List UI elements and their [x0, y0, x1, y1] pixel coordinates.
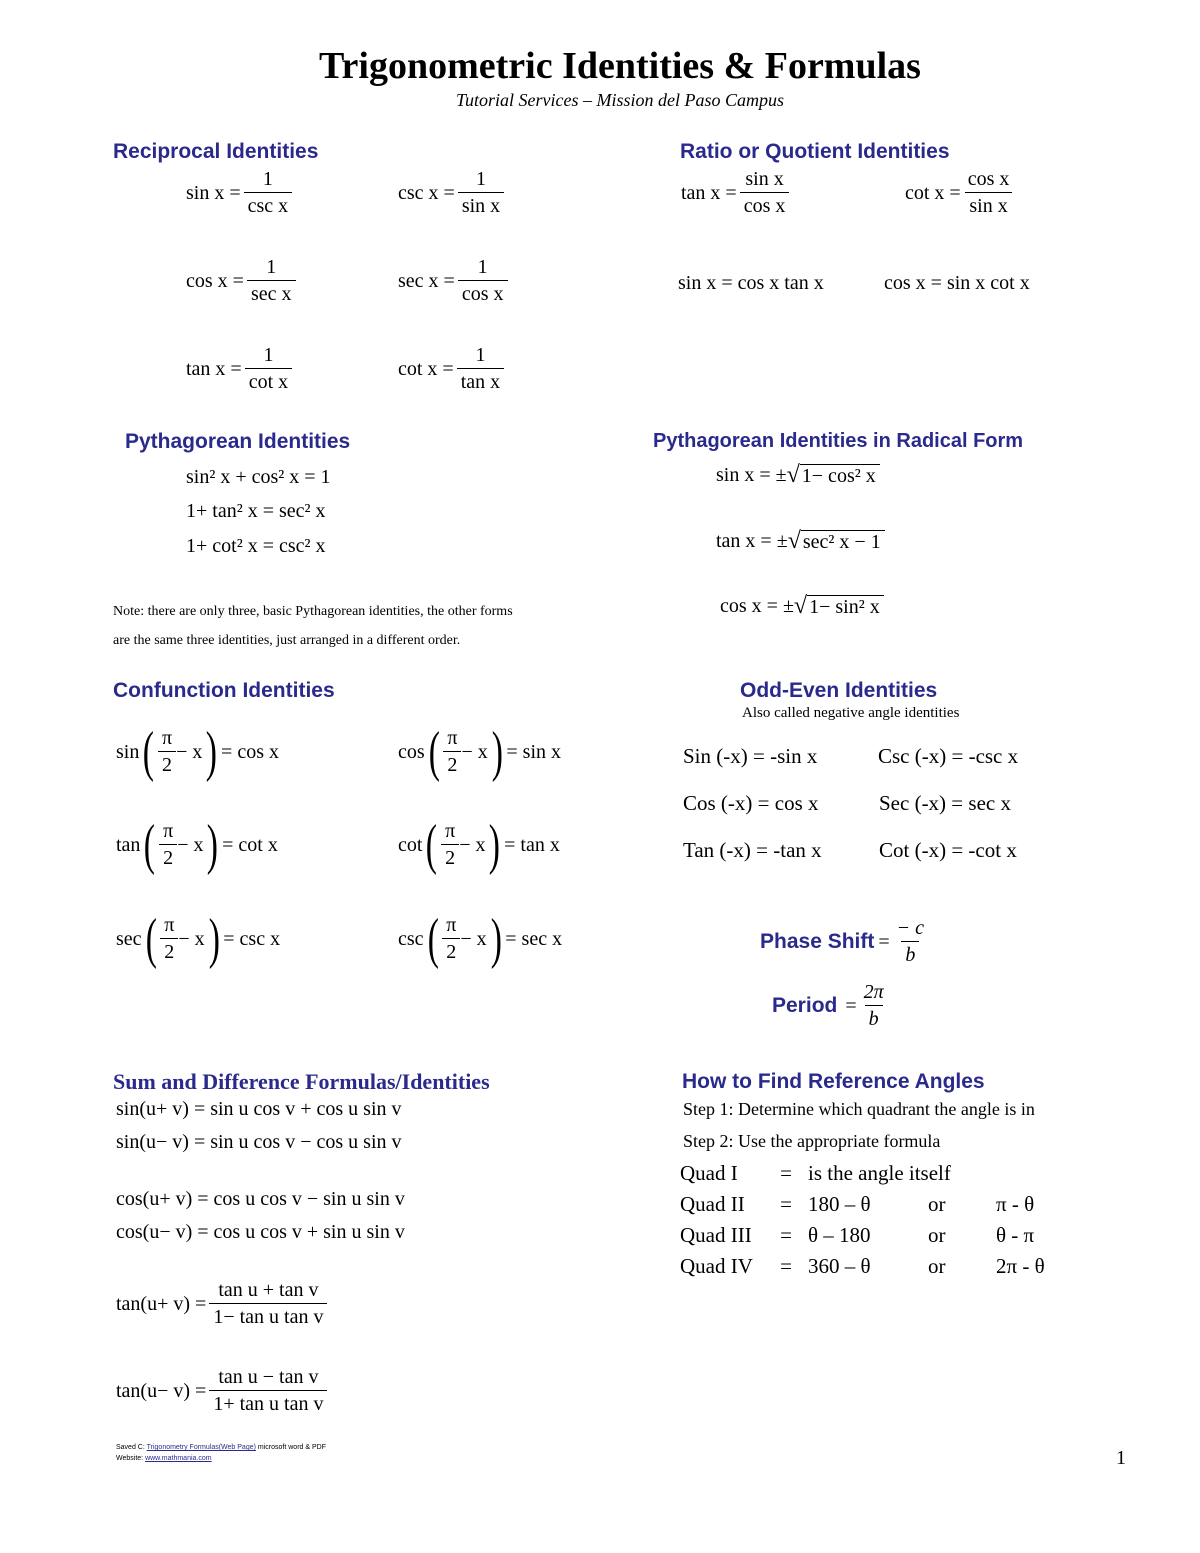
radical-cos: cos x = ± √ 1− sin² x [720, 593, 884, 620]
ratio-line-1: sin x = cos x tan x [678, 272, 824, 294]
pythagorean-note: Note: there are only three, basic Pythagorean identities, the other forms are the same three identities, just arranged in a different order. [113, 604, 513, 648]
oddeven-csc: Csc (-x) = -csc x [878, 744, 1019, 768]
footer-website: Website: www.mathmania.com [116, 1455, 212, 1462]
reciprocal-cos: cos x = $\frac{1}{\text{sec x}}$ [186, 256, 299, 306]
ratio-tan: tan x = $\frac{\text{sin x}}{\text{cos x}}$ [681, 168, 792, 218]
cofunction-heading: Confunction Identities [113, 679, 335, 702]
reciprocal-sin: sin x = $\frac{1}{\text{csc x}}$ [186, 168, 295, 218]
ratio-cot: cot x = $\frac{\text{cos x}}{\text{sin x}}$ [905, 168, 1016, 218]
sumdiff-sin-plus: sin(u+ v) = sin u cos v + cos u sin v [116, 1098, 402, 1120]
reference-table [680, 1158, 1055, 1282]
sumdiff-heading: Sum and Difference Formulas/Identities [113, 1069, 490, 1094]
radical-heading: Pythagorean Identities in Radical Form [653, 430, 1024, 452]
oddeven-cot: Cot (-x) = -cot x [879, 838, 1017, 862]
reference-step-1: Step 1: Determine which quadrant the angle is in [683, 1099, 1035, 1119]
reference-heading: How to Find Reference Angles [682, 1070, 985, 1093]
reciprocal-tan: tan x = $\frac{1}{\text{cot x}}$ [186, 344, 295, 394]
cofunction-sin: sin ( $\frac{\pi}{2}$ − x ) = cos x [116, 721, 279, 783]
footer-saved: Saved C: Trigonometry Formulas(Web Page) microsoft word & PDF [116, 1444, 326, 1451]
oddeven-tan: Tan (-x) = -tan x [683, 838, 822, 862]
cofunction-sec: sec ( $\frac{\pi}{2}$ − x ) = csc x [116, 908, 281, 970]
oddeven-sec: Sec (-x) = sec x [879, 791, 1011, 815]
oddeven-heading: Odd-Even Identities [740, 679, 938, 702]
reciprocal-csc: csc x = $\frac{1}{\text{sin x}}$ [398, 168, 507, 218]
sumdiff-cos-minus: cos(u− v) = cos u cos v + sin u sin v [116, 1221, 405, 1243]
ratio-line-2: cos x = sin x cot x [884, 272, 1030, 294]
sumdiff-tan-minus: tan(u− v) = $\frac{\text{tan u − tan v}}{\text{1+ tan u tan v}}$ [116, 1366, 330, 1416]
cofunction-tan: tan ( $\frac{\pi}{2}$ − x ) = cot x [116, 814, 278, 876]
cofunction-csc: csc ( $\frac{\pi}{2}$ − x ) = sec x [398, 908, 563, 970]
oddeven-subheading: Also called negative angle identities [742, 705, 960, 721]
reciprocal-sec: sec x = $\frac{1}{\text{cos x}}$ [398, 256, 511, 306]
oddeven-sin: Sin (-x) = -sin x [683, 744, 818, 768]
sumdiff-cos-plus: cos(u+ v) = cos u cos v − sin u sin v [116, 1188, 405, 1210]
sumdiff-tan-plus: tan(u+ v) = $\frac{\text{tan u + tan v}}{\text{1− tan u tan v}}$ [116, 1279, 330, 1329]
reference-step-2: Step 2: Use the appropriate formula [683, 1131, 941, 1151]
period: Period = $\frac{2\pi}{b}$ [772, 981, 884, 1030]
pythagorean-line-3: 1+ cot² x = csc² x [186, 535, 326, 557]
ratio-heading: Ratio or Quotient Identities [680, 140, 950, 163]
pythagorean-line-2: 1+ tan² x = sec² x [186, 500, 326, 522]
pythagorean-line-1: sin² x + cos² x = 1 [186, 466, 331, 488]
reference-row: Quad I = is the angle itself [680, 1161, 951, 1185]
footer-website-link[interactable]: www.mathmania.com [145, 1455, 212, 1462]
reciprocal-heading: Reciprocal Identities [113, 140, 319, 163]
pythagorean-heading: Pythagorean Identities [125, 430, 351, 453]
reference-row: Quad IV = 360 – θ or 2π - θ [680, 1254, 1045, 1278]
page-number: 1 [1116, 1447, 1126, 1469]
oddeven-cos: Cos (-x) = cos x [683, 791, 819, 815]
page-title: Trigonometric Identities & Formulas [319, 45, 921, 87]
reference-row: Quad II = 180 – θ or π - θ [680, 1192, 1035, 1216]
page-subtitle: Tutorial Services – Mission del Paso Campus [456, 90, 784, 110]
footer-file-link[interactable]: Trigonometry Formulas(Web Page) [146, 1444, 256, 1451]
cofunction-cot: cot ( $\frac{\pi}{2}$ − x ) = tan x [398, 814, 560, 876]
radical-tan: tan x = ± √ sec² x − 1 [716, 528, 885, 555]
radical-sin: sin x = ± √ 1− cos² x [716, 462, 880, 489]
reciprocal-cot: cot x = $\frac{1}{\text{tan x}}$ [398, 344, 507, 394]
cofunction-cos: cos ( $\frac{\pi}{2}$ − x ) = sin x [398, 721, 561, 783]
sumdiff-sin-minus: sin(u− v) = sin u cos v − cos u sin v [116, 1131, 402, 1153]
phase-shift: Phase Shift = $\frac{- c}{b}$ [760, 917, 925, 966]
reference-row: Quad III = θ – 180 or θ - π [680, 1223, 1035, 1247]
